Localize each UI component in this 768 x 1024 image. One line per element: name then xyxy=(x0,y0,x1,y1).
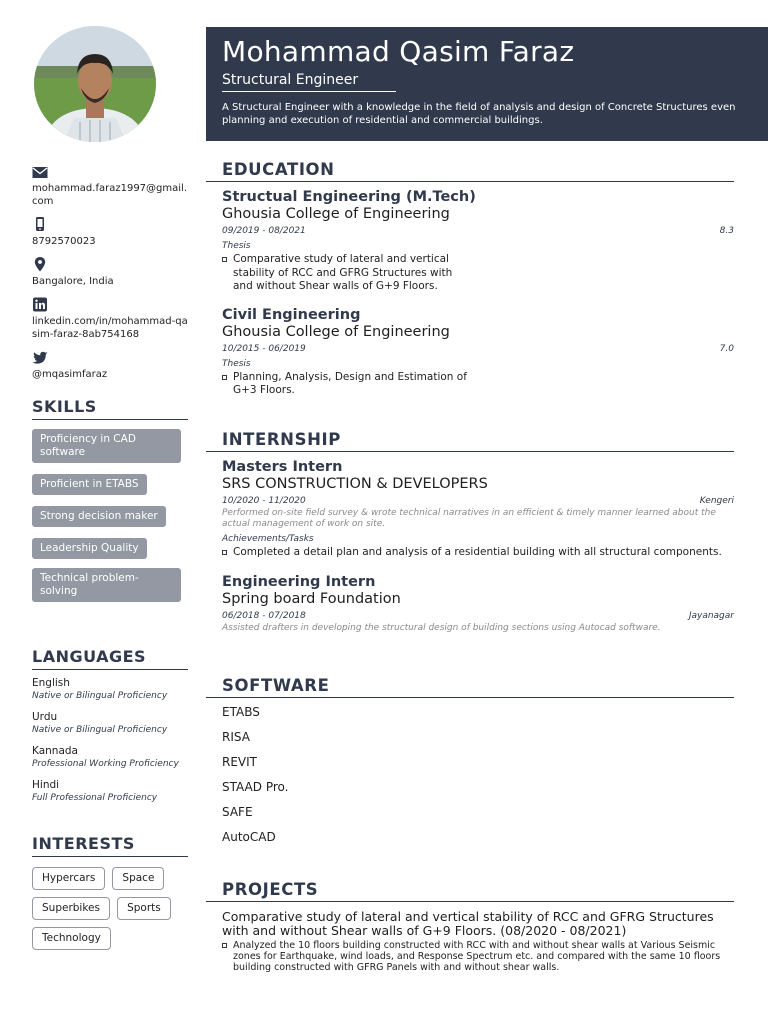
contact-phone xyxy=(32,217,188,248)
twitter-text[interactable]: @mqasimfaraz xyxy=(32,369,108,380)
bullet-square-icon xyxy=(222,550,227,555)
school-name: Ghousia College of Engineering xyxy=(222,206,450,222)
interest-chip: Superbikes xyxy=(32,897,110,920)
education-entry xyxy=(222,189,734,294)
company-name: Spring board Foundation xyxy=(222,590,401,607)
bullet-item xyxy=(222,546,734,560)
email-text[interactable]: mohammad.faraz1997@gmail.com xyxy=(32,183,187,207)
internship-dates: 10/2020 - 11/2020 xyxy=(222,496,306,506)
bullet-square-icon xyxy=(222,375,227,380)
job-title: Structural Engineer xyxy=(222,71,396,92)
contact-twitter xyxy=(32,350,188,381)
software-item: ETABS xyxy=(222,705,260,719)
internship-meta xyxy=(222,495,734,507)
languages-section xyxy=(32,647,188,804)
contact-linkedin xyxy=(32,297,188,341)
internship-entry xyxy=(222,574,734,634)
language-item xyxy=(32,745,188,770)
internship-location: Jayanagar xyxy=(688,610,734,621)
bullet-text: Analyzed the 10 floors building constructed with RCC with and without shear walls at Various Seismic zones for Earthquake, wind loads, and Response Spectrum etc. and compared with the same 10 floors building constructed with GFRG Panels with and without shear walls. xyxy=(233,940,721,973)
internship-meta xyxy=(222,610,734,622)
interest-chip: Hypercars xyxy=(32,867,105,890)
contact-list xyxy=(32,164,188,381)
thesis-label: Thesis xyxy=(222,358,251,369)
linkedin-text[interactable]: linkedin.com/in/mohammad-qasim-faraz-8ab754168 xyxy=(32,316,188,340)
bullet-square-icon xyxy=(222,943,227,948)
language-level: Native or Bilingual Proficiency xyxy=(32,725,168,735)
internship-dates: 06/2018 - 07/2018 xyxy=(222,610,306,621)
phone-icon xyxy=(32,217,188,232)
language-item xyxy=(32,711,188,736)
software-section xyxy=(206,676,734,880)
bullet-item xyxy=(222,371,472,398)
interest-chip: Technology xyxy=(32,927,111,950)
education-heading: EDUCATION xyxy=(206,160,734,182)
phone-text[interactable]: 8792570023 xyxy=(32,236,96,247)
bullet-item xyxy=(222,940,734,973)
software-item: RISA xyxy=(222,730,250,744)
software-item: REVIT xyxy=(222,755,257,769)
skills-section xyxy=(32,397,188,611)
software-item: STAAD Pro. xyxy=(222,780,289,794)
education-dates: 10/2015 - 06/2019 xyxy=(222,343,306,354)
interest-chip: Space xyxy=(112,867,164,890)
skills-heading: SKILLS xyxy=(32,397,188,420)
language-name: Urdu xyxy=(32,711,58,723)
location-text: Bangalore, India xyxy=(32,276,114,287)
language-name: Kannada xyxy=(32,745,78,757)
person-name: Mohammad Qasim Faraz xyxy=(222,35,575,68)
interest-chip: Sports xyxy=(117,897,171,920)
interests-heading: INTERESTS xyxy=(32,834,188,857)
contact-location xyxy=(32,257,188,288)
twitter-icon xyxy=(32,350,188,365)
role-title: Engineering Intern xyxy=(222,573,376,590)
header-banner xyxy=(206,27,768,141)
language-name: Hindi xyxy=(32,779,60,791)
language-level: Full Professional Proficiency xyxy=(32,793,158,803)
languages-list xyxy=(32,677,188,804)
languages-heading: LANGUAGES xyxy=(32,647,188,670)
skill-badge: Leadership Quality xyxy=(32,538,147,559)
summary-text: A Structural Engineer with a knowledge in the field of analysis and design of Concrete Structures even planning and execution of residential and commercial buildings. xyxy=(222,102,736,126)
education-entry xyxy=(222,307,734,398)
language-name: English xyxy=(32,677,70,689)
email-icon xyxy=(32,164,188,179)
degree-title: Structual Engineering (M.Tech) xyxy=(222,189,476,205)
school-name: Ghousia College of Engineering xyxy=(222,323,450,340)
project-entry xyxy=(222,910,734,973)
linkedin-icon xyxy=(32,297,188,312)
company-name: SRS CONSTRUCTION & DEVELOPERS xyxy=(222,476,488,492)
contact-email xyxy=(32,164,188,208)
thesis-label: Thesis xyxy=(222,241,251,251)
bullet-square-icon xyxy=(222,257,227,262)
internship-section xyxy=(206,430,734,676)
language-level: Professional Working Proficiency xyxy=(32,759,179,769)
interests-list xyxy=(32,866,192,956)
projects-heading: PROJECTS xyxy=(206,880,734,902)
bullet-item xyxy=(222,253,462,294)
bullet-text: Completed a detail plan and analysis of a residential building with all structural components. xyxy=(233,546,722,558)
education-grade: 8.3 xyxy=(719,226,734,236)
profile-photo xyxy=(34,26,156,142)
software-item: SAFE xyxy=(222,805,253,819)
internship-description: Performed on-site field survey & wrote technical narratives in an efficient & timely manner learned about the actual management of work on site. xyxy=(222,508,716,529)
language-level: Native or Bilingual Proficiency xyxy=(32,691,168,701)
bullet-text: Comparative study of lateral and vertical stability of RCC and GFRG Structures with and without Shear walls of G+9 Floors. xyxy=(233,253,453,292)
interests-section xyxy=(32,834,188,956)
projects-section xyxy=(206,880,734,973)
avatar xyxy=(34,26,156,142)
education-grade: 7.0 xyxy=(719,343,734,354)
software-heading: SOFTWARE xyxy=(206,676,734,698)
internship-heading: INTERNSHIP xyxy=(206,430,734,452)
location-icon xyxy=(32,257,188,272)
internship-description: Assisted drafters in developing the structural design of building sections using Autocad software. xyxy=(222,622,661,633)
internship-entry xyxy=(222,459,734,560)
education-meta xyxy=(222,343,734,355)
skill-badge: Proficiency in CAD software xyxy=(32,429,181,463)
skills-list xyxy=(32,429,188,611)
left-column xyxy=(32,26,188,956)
right-column xyxy=(206,160,734,973)
software-item: AutoCAD xyxy=(222,830,276,844)
education-dates: 09/2019 - 08/2021 xyxy=(222,226,306,236)
skill-badge: Technical problem-solving xyxy=(32,568,181,602)
skill-badge: Proficient in ETABS xyxy=(32,474,147,495)
bullet-text: Planning, Analysis, Design and Estimation of G+3 Floors. xyxy=(233,370,467,396)
achievements-label: Achievements/Tasks xyxy=(222,534,314,544)
language-item xyxy=(32,677,188,702)
degree-title: Civil Engineering xyxy=(222,306,361,323)
project-title: Comparative study of lateral and vertical stability of RCC and GFRG Structures with and without Shear walls of G+9 Floors. (08/2020 - 08/2021) xyxy=(222,909,714,938)
education-section xyxy=(206,160,734,430)
role-title: Masters Intern xyxy=(222,459,343,475)
language-item xyxy=(32,779,188,804)
education-meta xyxy=(222,225,734,237)
internship-location: Kengeri xyxy=(699,496,734,506)
skill-badge: Strong decision maker xyxy=(32,506,166,527)
